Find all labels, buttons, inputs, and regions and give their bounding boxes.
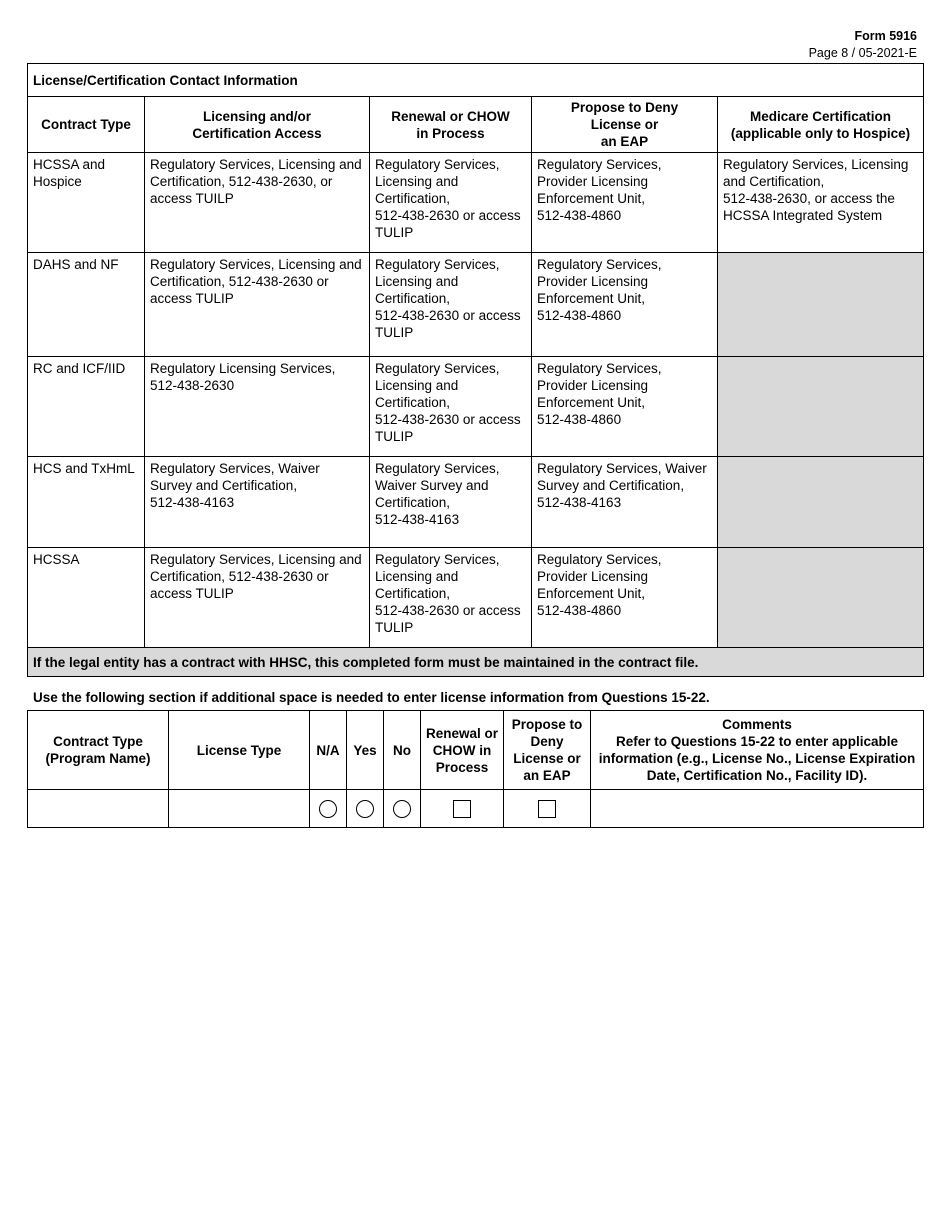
additional-table-header-row [28, 711, 924, 790]
deny-checkbox[interactable] [538, 800, 556, 818]
contact-cell-contract: HCSSA and Hospice [28, 153, 145, 253]
contact-cell-contract: HCS and TxHmL [28, 457, 145, 548]
contact-table-footer: If the legal entity has a contract with HHSC, this completed form must be maintained in the contract file. [28, 648, 924, 677]
contact-table-footer-row [28, 648, 924, 677]
no-radio[interactable] [393, 800, 411, 818]
contact-cell-licensing: Regulatory Services, Licensing and Certification, 512-438-2630, or access TUILP [145, 153, 370, 253]
renewal-checkbox[interactable] [453, 800, 471, 818]
contact-table-row [28, 153, 924, 253]
contact-table-row [28, 253, 924, 357]
additional-column-header: License Type [169, 711, 310, 790]
contact-column-header: Contract Type [28, 97, 145, 153]
contact-cell-medicare [718, 253, 924, 357]
contact-cell-medicare [718, 548, 924, 648]
no-radio-cell [384, 790, 421, 828]
contract-type-input[interactable] [28, 790, 169, 828]
contact-cell-renewal: Regulatory Services, Licensing and Certification, 512-438-2630 or access TULIP [370, 357, 532, 457]
contact-cell-licensing: Regulatory Services, Waiver Survey and Certification, 512-438-4163 [145, 457, 370, 548]
contact-table-header-row [28, 97, 924, 153]
contact-cell-contract: DAHS and NF [28, 253, 145, 357]
contact-table-row [28, 357, 924, 457]
contact-cell-medicare [718, 457, 924, 548]
na-radio-cell [310, 790, 347, 828]
form-number: Form 5916 [854, 29, 917, 43]
contact-cell-deny: Regulatory Services, Provider Licensing Enforcement Unit, 512-438-4860 [532, 153, 718, 253]
additional-column-header: Contract Type (Program Name) [28, 711, 169, 790]
page-number: Page 8 / 05-2021-E [808, 46, 917, 60]
contact-cell-renewal: Regulatory Services, Licensing and Certification, 512-438-2630 or access TULIP [370, 548, 532, 648]
contact-cell-deny: Regulatory Services, Provider Licensing Enforcement Unit, 512-438-4860 [532, 253, 718, 357]
form-header [809, 28, 917, 62]
contact-table-row [28, 457, 924, 548]
license-type-input[interactable] [169, 790, 310, 828]
contact-table-title: License/Certification Contact Information [28, 64, 924, 97]
contact-table [27, 63, 924, 677]
contact-cell-renewal: Regulatory Services, Licensing and Certification, 512-438-2630 or access TULIP [370, 153, 532, 253]
contact-column-header: Propose to Deny License or an EAP [532, 97, 718, 153]
contact-cell-deny: Regulatory Services, Waiver Survey and Certification, 512-438-4163 [532, 457, 718, 548]
contact-cell-licensing: Regulatory Licensing Services, 512-438-2630 [145, 357, 370, 457]
contact-table-row [28, 548, 924, 648]
na-radio[interactable] [319, 800, 337, 818]
additional-column-header: Renewal or CHOW in Process [421, 711, 504, 790]
contact-cell-licensing: Regulatory Services, Licensing and Certification, 512-438-2630 or access TULIP [145, 253, 370, 357]
contact-cell-medicare [718, 357, 924, 457]
contact-cell-renewal: Regulatory Services, Licensing and Certification, 512-438-2630 or access TULIP [370, 253, 532, 357]
contact-table-title-row [28, 64, 924, 97]
additional-column-header: Propose to Deny License or an EAP [504, 711, 591, 790]
yes-radio-cell [347, 790, 384, 828]
additional-column-header: N/A [310, 711, 347, 790]
contact-cell-deny: Regulatory Services, Provider Licensing Enforcement Unit, 512-438-4860 [532, 548, 718, 648]
comments-input[interactable] [591, 790, 924, 828]
contact-cell-licensing: Regulatory Services, Licensing and Certification, 512-438-2630 or access TULIP [145, 548, 370, 648]
contact-cell-deny: Regulatory Services, Provider Licensing Enforcement Unit, 512-438-4860 [532, 357, 718, 457]
contact-cell-contract: HCSSA [28, 548, 145, 648]
contact-cell-renewal: Regulatory Services, Waiver Survey and Certification, 512-438-4163 [370, 457, 532, 548]
contact-column-header: Licensing and/or Certification Access [145, 97, 370, 153]
contact-column-header: Renewal or CHOW in Process [370, 97, 532, 153]
additional-license-table [27, 710, 924, 828]
additional-column-header: Yes [347, 711, 384, 790]
yes-radio[interactable] [356, 800, 374, 818]
deny-checkbox-cell [504, 790, 591, 828]
additional-instruction: Use the following section if additional space is needed to enter license information from Questions 15-22. [33, 690, 710, 705]
additional-column-header: No [384, 711, 421, 790]
contact-cell-medicare: Regulatory Services, Licensing and Certification, 512-438-2630, or access the HCSSA Integrated System [718, 153, 924, 253]
additional-table-entry-row [28, 790, 924, 828]
renewal-checkbox-cell [421, 790, 504, 828]
contact-column-header: Medicare Certification (applicable only to Hospice) [718, 97, 924, 153]
contact-cell-contract: RC and ICF/IID [28, 357, 145, 457]
additional-column-header: Comments Refer to Questions 15-22 to enter applicable information (e.g., License No., License Expiration Date, Certification No., Facility ID). [591, 711, 924, 790]
